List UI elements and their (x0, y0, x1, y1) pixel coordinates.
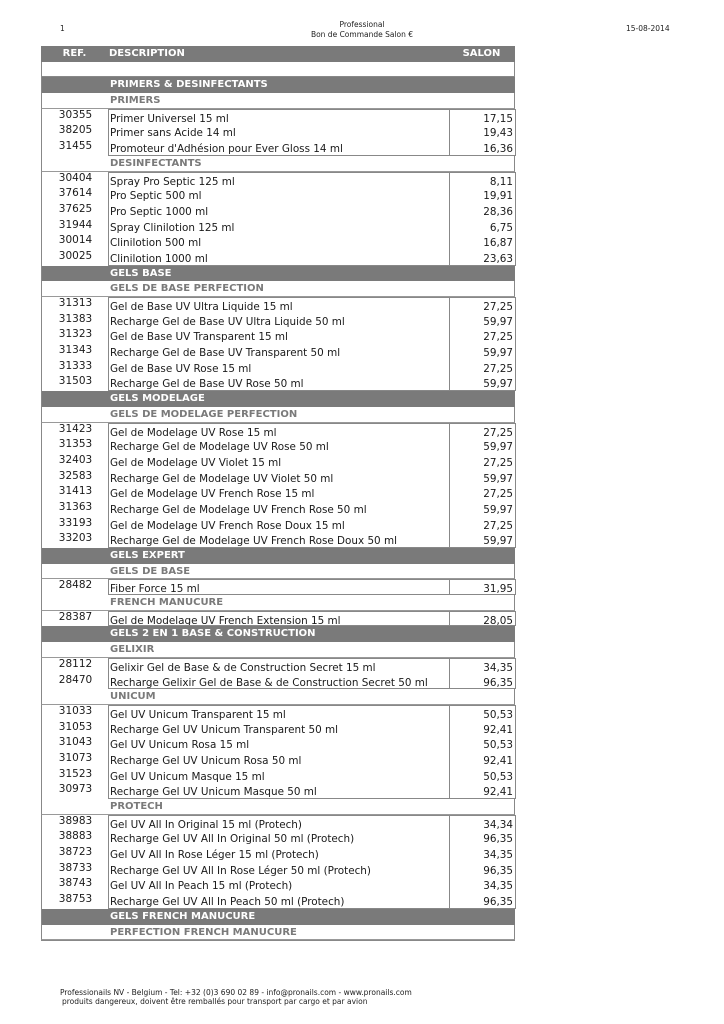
product-row (41, 862, 515, 878)
product-description: Gel UV All In Peach 15 ml (Protech) (108, 877, 450, 893)
product-price: 6,75 (449, 219, 516, 235)
product-ref: 38733 (58, 861, 93, 874)
product-price: 31,95 (449, 579, 516, 595)
subcategory-label: PERFECTION FRENCH MANUCURE (110, 926, 297, 938)
product-ref: 31363 (58, 500, 93, 513)
product-description: Gel de Modelage UV French Extension 15 ml (108, 611, 450, 627)
product-price: 59,97 (449, 501, 516, 517)
subcategory-label: DESINFECTANTS (110, 157, 202, 169)
product-ref: 31323 (58, 328, 93, 341)
product-ref: 38723 (58, 846, 93, 859)
product-row (41, 846, 515, 862)
product-row (41, 783, 515, 799)
product-row (41, 313, 515, 329)
subcategory-label: GELS DE BASE (110, 565, 191, 577)
document-title-line1: Professional (339, 20, 385, 29)
product-row (41, 297, 515, 313)
product-row (41, 705, 515, 721)
subcategory-label: GELIXIR (110, 644, 155, 656)
product-description: Gel de Modelage UV French Rose 15 ml (108, 485, 450, 501)
product-row (41, 203, 515, 219)
product-description: Recharge Gel de Modelage UV French Rose 50 ml (108, 501, 450, 517)
subcategory-label: PROTECH (110, 801, 163, 812)
order-table (41, 46, 515, 941)
product-description: Recharge Gel de Modelage UV Rose 50 ml (108, 438, 450, 454)
product-row (41, 470, 515, 486)
document-title (0, 20, 724, 40)
footer-contact: Professionails NV - Belgium - Tel: +32 (0)3 690 02 89 - info@pronails.com - www.pronails.com (60, 988, 412, 997)
product-description: Recharge Gel UV All In Original 50 ml (Protech) (108, 830, 450, 846)
subcategory-row (41, 281, 515, 297)
category-row (41, 626, 515, 642)
product-price: 59,97 (449, 375, 516, 391)
product-ref: 28387 (58, 610, 93, 623)
product-row (41, 877, 515, 893)
product-description: Recharge Gelixir Gel de Base & de Construction Secret 50 ml (108, 674, 450, 690)
product-price: 28,05 (449, 611, 516, 627)
document-date: 15-08-2014 (626, 24, 670, 33)
product-description: Recharge Gel de Modelage UV French Rose Doux 50 ml (108, 532, 450, 548)
footer-notice: produits dangereux, doivent être remballés pour transport par cargo et par avion (62, 997, 368, 1006)
category-row (41, 266, 515, 282)
product-row (41, 360, 515, 376)
product-description: Gel UV Unicum Rosa 15 ml (108, 736, 450, 752)
product-ref: 38753 (58, 893, 93, 906)
product-price: 59,97 (449, 313, 516, 329)
product-description: Promoteur d'Adhésion pour Ever Gloss 14 ml (108, 140, 450, 156)
product-description: Recharge Gel UV All In Peach 50 ml (Protech) (108, 893, 450, 909)
product-row (41, 658, 515, 674)
subcategory-row (41, 564, 515, 580)
product-price: 27,25 (449, 517, 516, 533)
product-price: 96,35 (449, 862, 516, 878)
product-ref: 30014 (58, 234, 93, 247)
product-ref: 28112 (58, 657, 93, 670)
product-price: 17,15 (449, 109, 516, 125)
product-row (41, 250, 515, 266)
subcategory-label: GELS DE BASE PERFECTION (110, 283, 264, 295)
product-row (41, 517, 515, 533)
product-row (41, 815, 515, 831)
product-row (41, 328, 515, 344)
product-row (41, 344, 515, 360)
product-ref: 31423 (58, 422, 93, 435)
column-header-price: SALON (462, 48, 501, 59)
product-price: 59,97 (449, 470, 516, 486)
product-price: 27,25 (449, 297, 516, 313)
product-description: Gel UV Unicum Transparent 15 ml (108, 705, 450, 721)
subcategory-row (41, 689, 515, 705)
product-description: Gel de Modelage UV Rose 15 ml (108, 423, 450, 439)
subcategory-row (41, 925, 515, 941)
product-ref: 31503 (58, 375, 93, 388)
product-ref: 30355 (58, 108, 93, 121)
product-ref: 32403 (58, 453, 93, 466)
product-price: 16,36 (449, 140, 516, 156)
product-row (41, 187, 515, 203)
product-description: Gel UV All In Original 15 ml (Protech) (108, 815, 450, 831)
product-row (41, 423, 515, 439)
product-price: 27,25 (449, 454, 516, 470)
product-description: Gelixir Gel de Base & de Construction Secret 15 ml (108, 658, 450, 674)
product-row (41, 674, 515, 690)
category-row (41, 548, 515, 564)
category-label: GELS EXPERT (110, 550, 185, 561)
subcategory-label: PRIMERS (110, 95, 161, 107)
product-row (41, 721, 515, 737)
product-description: Gel de Modelage UV French Rose Doux 15 ml (108, 517, 450, 533)
product-row (41, 611, 515, 627)
product-ref: 31353 (58, 438, 93, 451)
category-label: GELS FRENCH MANUCURE (110, 910, 256, 922)
product-ref: 31523 (58, 767, 93, 780)
product-description: Pro Septic 500 ml (108, 187, 450, 203)
product-row (41, 375, 515, 391)
category-row (41, 391, 515, 407)
product-description: Clinilotion 500 ml (108, 234, 450, 250)
product-price: 50,53 (449, 736, 516, 752)
product-ref: 32583 (58, 469, 93, 482)
product-price: 16,87 (449, 234, 516, 250)
product-row (41, 736, 515, 752)
product-ref: 31043 (58, 736, 93, 749)
product-price: 34,35 (449, 877, 516, 893)
category-row (41, 909, 515, 925)
product-price: 27,25 (449, 423, 516, 439)
product-ref: 31073 (58, 751, 93, 764)
column-header-ref: REF. (62, 48, 87, 59)
product-ref: 31333 (58, 359, 93, 372)
product-price: 19,43 (449, 124, 516, 140)
product-ref: 38205 (58, 124, 93, 137)
product-description: Recharge Gel de Base UV Transparent 50 ml (108, 344, 450, 360)
category-row (41, 77, 515, 93)
product-row (41, 579, 515, 595)
product-description: Recharge Gel UV Unicum Transparent 50 ml (108, 721, 450, 737)
product-price: 34,35 (449, 846, 516, 862)
product-ref: 28470 (58, 673, 93, 686)
product-description: Recharge Gel UV Unicum Rosa 50 ml (108, 752, 450, 768)
product-ref: 31413 (58, 485, 93, 498)
product-price: 28,36 (449, 203, 516, 219)
product-ref: 31313 (58, 297, 93, 309)
product-description: Gel de Modelage UV Violet 15 ml (108, 454, 450, 470)
product-ref: 30025 (58, 249, 93, 262)
product-ref: 31383 (58, 312, 93, 325)
product-description: Gel de Base UV Ultra Liquide 15 ml (108, 297, 450, 313)
product-description: Gel de Base UV Rose 15 ml (108, 360, 450, 376)
product-price: 50,53 (449, 768, 516, 784)
table-body (41, 77, 515, 941)
product-ref: 30404 (58, 171, 93, 184)
product-price: 27,25 (449, 485, 516, 501)
product-price: 50,53 (449, 705, 516, 721)
product-ref: 28482 (58, 579, 93, 592)
subcategory-label: UNICUM (110, 691, 156, 703)
product-row (41, 485, 515, 501)
product-row (41, 454, 515, 470)
product-price: 59,97 (449, 532, 516, 548)
product-ref: 37625 (58, 202, 93, 215)
product-price: 34,34 (449, 815, 516, 831)
product-row (41, 172, 515, 188)
product-description: Clinilotion 1000 ml (108, 250, 450, 266)
product-price: 23,63 (449, 250, 516, 266)
product-description: Recharge Gel de Base UV Ultra Liquide 50 ml (108, 313, 450, 329)
subcategory-label: FRENCH MANUCURE (110, 597, 224, 609)
document-title-line2: Bon de Commande Salon € (310, 30, 414, 39)
product-row (41, 219, 515, 235)
product-description: Gel UV All In Rose Léger 15 ml (Protech) (108, 846, 450, 862)
category-label: GELS 2 EN 1 BASE & CONSTRUCTION (110, 628, 316, 640)
subcategory-row (41, 407, 515, 423)
product-description: Primer sans Acide 14 ml (108, 124, 450, 140)
product-row (41, 438, 515, 454)
table-header-row (41, 46, 515, 62)
table-spacer-row (41, 62, 515, 78)
product-row (41, 768, 515, 784)
product-description: Recharge Gel UV All In Rose Léger 50 ml (Protech) (108, 862, 450, 878)
product-price: 96,35 (449, 893, 516, 909)
product-row (41, 109, 515, 125)
category-label: PRIMERS & DESINFECTANTS (110, 79, 268, 91)
product-ref: 30973 (58, 783, 93, 796)
product-description: Spray Pro Septic 125 ml (108, 172, 450, 188)
product-description: Pro Septic 1000 ml (108, 203, 450, 219)
product-row (41, 140, 515, 156)
product-ref: 31053 (58, 720, 93, 733)
product-ref: 33193 (58, 516, 93, 529)
subcategory-row (41, 595, 515, 611)
product-price: 27,25 (449, 328, 516, 344)
product-ref: 31343 (58, 344, 93, 357)
product-description: Recharge Gel de Modelage UV Violet 50 ml (108, 470, 450, 486)
category-label: GELS MODELAGE (110, 393, 205, 405)
product-price: 27,25 (449, 360, 516, 376)
product-price: 59,97 (449, 344, 516, 360)
product-description: Fiber Force 15 ml (108, 579, 450, 595)
category-label: GELS BASE (110, 267, 172, 279)
product-ref: 31455 (58, 140, 93, 153)
product-ref: 33203 (58, 532, 93, 545)
product-ref: 38883 (58, 830, 93, 843)
subcategory-row (41, 642, 515, 658)
product-price: 34,35 (449, 658, 516, 674)
product-price: 8,11 (449, 172, 516, 188)
product-ref: 37614 (58, 187, 93, 200)
subcategory-row (41, 799, 515, 815)
product-price: 19,91 (449, 187, 516, 203)
product-ref: 38743 (58, 877, 93, 890)
product-description: Spray Clinilotion 125 ml (108, 219, 450, 235)
product-price: 92,41 (449, 752, 516, 768)
subcategory-row (41, 93, 515, 109)
subcategory-row (41, 156, 515, 172)
product-row (41, 501, 515, 517)
product-ref: 38983 (58, 814, 93, 827)
product-ref: 31033 (58, 704, 93, 717)
product-price: 92,41 (449, 783, 516, 799)
product-description: Recharge Gel de Base UV Rose 50 ml (108, 375, 450, 391)
product-price: 96,35 (449, 674, 516, 690)
product-row (41, 752, 515, 768)
table-bottom-border (41, 940, 515, 941)
product-ref: 31944 (58, 218, 93, 231)
product-row (41, 830, 515, 846)
page-number: 1 (60, 24, 65, 33)
product-description: Gel de Base UV Transparent 15 ml (108, 328, 450, 344)
product-price: 92,41 (449, 721, 516, 737)
product-row (41, 124, 515, 140)
product-price: 96,35 (449, 830, 516, 846)
subcategory-label: GELS DE MODELAGE PERFECTION (110, 408, 298, 420)
product-row (41, 234, 515, 250)
product-description: Gel UV Unicum Masque 15 ml (108, 768, 450, 784)
product-price: 59,97 (449, 438, 516, 454)
product-description: Recharge Gel UV Unicum Masque 50 ml (108, 783, 450, 799)
product-description: Primer Universel 15 ml (108, 109, 450, 125)
column-header-description: DESCRIPTION (109, 48, 185, 59)
product-row (41, 532, 515, 548)
product-row (41, 893, 515, 909)
